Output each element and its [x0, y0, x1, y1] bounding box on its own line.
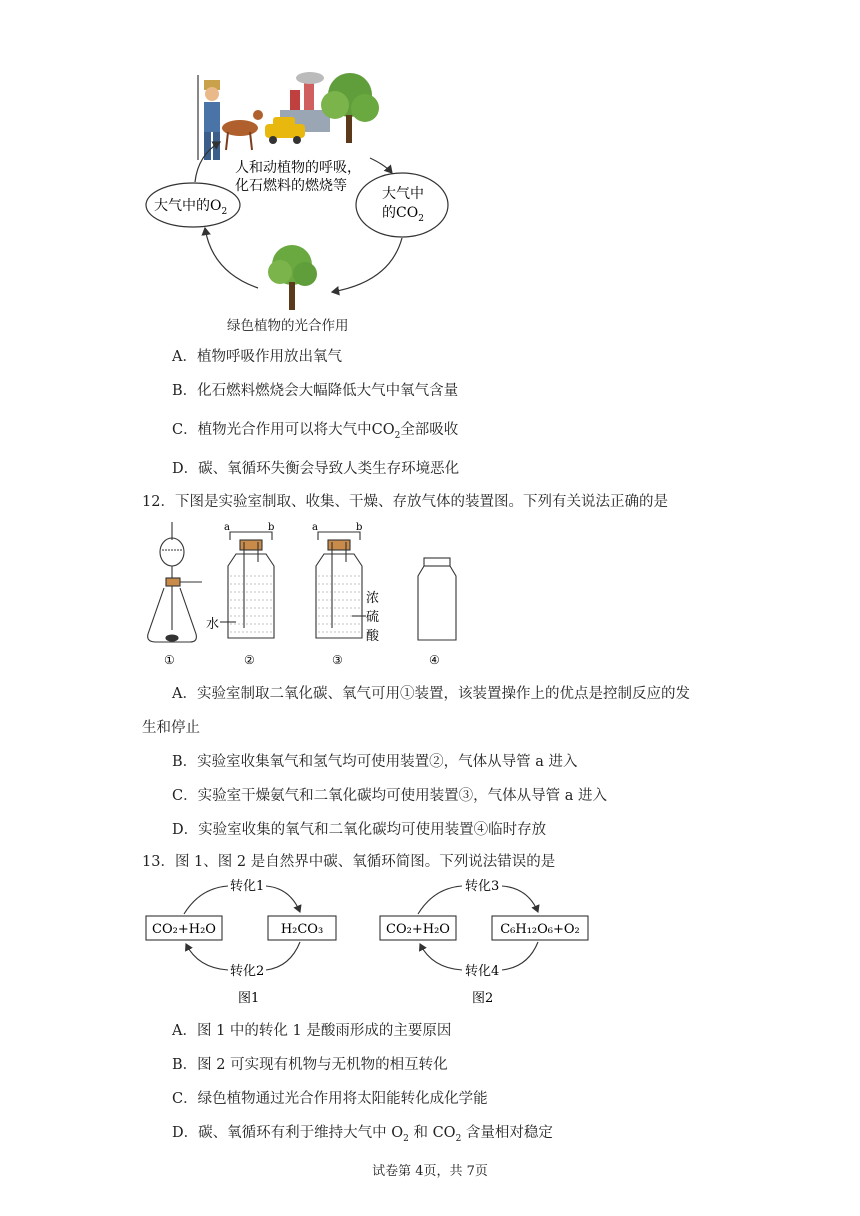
device-2-pipe-a: a	[224, 522, 230, 533]
cycle-bottom-label: 绿色植物的光合作用	[227, 318, 349, 334]
device-3-acid-label-1: 浓	[366, 591, 380, 606]
fig2-top-label: 转化3	[465, 879, 500, 894]
figure-1	[146, 879, 336, 1006]
cycle-top-label-line2: 化石燃料的燃烧等	[235, 178, 347, 194]
o2-label: 大气中的$O_2$	[154, 198, 228, 217]
farmer-illustration	[198, 75, 220, 160]
fig2-right-box-text: C₆H₁₂O₆+O₂	[500, 922, 580, 937]
device-4-label: ④	[429, 653, 440, 667]
fig2-bottom-label: 转化4	[465, 964, 500, 979]
fig1-caption: 图1	[238, 991, 260, 1006]
q13-option-b: B．图 2 可实现有机物与无机物的相互转化	[172, 1057, 448, 1073]
q12-option-a-line2: 生和停止	[142, 720, 200, 736]
cycle-figures	[140, 872, 600, 1012]
device-3-acid-label-2: 硫	[366, 610, 380, 625]
fig1-top-label: 转化1	[230, 879, 265, 894]
device-1-label: ①	[164, 653, 175, 667]
page-footer: 试卷第 4页，共 7页	[372, 1164, 488, 1179]
tree-illustration-top	[321, 73, 379, 143]
device-3-label: ③	[332, 653, 343, 667]
device-3-pipe-a: a	[312, 522, 318, 533]
co2-label-line2: 的$CO_2$	[382, 205, 424, 224]
q11-option-a: A．植物呼吸作用放出氧气	[172, 349, 342, 365]
fig1-arrow-bottom	[186, 944, 228, 970]
q13-stem: 13．图 1、图 2 是自然界中碳、氧循环简图。下列说法错误的是	[142, 854, 556, 870]
fig1-arrow-top	[266, 886, 300, 912]
fig1-left-box-text: CO₂+H₂O	[152, 922, 216, 937]
arrow-co2-to-plant	[332, 238, 402, 292]
q12-option-b: B．实验室收集氧气和氢气均可使用装置②，气体从导管 a 进入	[172, 754, 578, 770]
device-2-label: ②	[244, 653, 255, 667]
co2-label-line1: 大气中	[382, 186, 424, 202]
device-2-bottle	[220, 532, 274, 638]
fig2-arrow-bottom	[420, 944, 462, 970]
q13-option-c: C．绿色植物通过光合作用将太阳能转化成化学能	[172, 1091, 488, 1107]
device-4-jar	[418, 558, 456, 640]
q12-option-d: D．实验室收集的氧气和二氧化碳均可使用装置④临时存放	[172, 822, 547, 838]
q11-option-c: C．植物光合作用可以将大气中$CO_2$全部吸收	[172, 422, 459, 441]
tree-illustration-bottom	[268, 245, 317, 310]
q12-stem: 12．下图是实验室制取、收集、干燥、存放气体的装置图。下列有关说法正确的是	[142, 494, 668, 510]
q11-option-b: B．化石燃料燃烧会大幅降低大气中氧气含量	[172, 383, 459, 399]
fig2-left-box-text: CO₂+H₂O	[386, 922, 450, 937]
device-3-bottle	[316, 532, 366, 638]
fig1-bottom-label: 转化2	[230, 964, 265, 979]
cycle-top-label-line1: 人和动植物的呼吸，	[235, 160, 361, 176]
q12-option-c: C．实验室干燥氨气和二氧化碳均可使用装置③，气体从导管 a 进入	[172, 788, 607, 804]
q13-option-d: D．碳、氧循环有利于维持大气中 $O_2$ 和 $CO_2$ 含量相对稳定	[172, 1125, 553, 1144]
figure-2	[380, 879, 588, 1006]
deer-illustration	[222, 110, 263, 150]
device-2-water-label: 水	[206, 617, 220, 632]
gas-apparatus-diagram	[140, 518, 480, 670]
device-1-flask	[148, 522, 202, 642]
q13-option-a: A．图 1 中的转化 1 是酸雨形成的主要原因	[172, 1023, 452, 1039]
fig1-right-box-text: H₂CO₃	[280, 922, 324, 937]
carbon-oxygen-cycle-diagram	[140, 60, 460, 340]
device-3-pipe-b: b	[356, 522, 363, 533]
arrow-plant-to-o2	[205, 228, 258, 288]
q11-option-d: D．碳、氧循环失衡会导致人类生存环境恶化	[172, 461, 460, 477]
arrow-to-co2	[370, 158, 392, 173]
fig2-arrow-top	[502, 886, 538, 912]
fig2-caption: 图2	[472, 991, 494, 1006]
device-2-pipe-b: b	[268, 522, 275, 533]
device-3-acid-label-3: 酸	[366, 629, 380, 644]
q12-option-a-line1: A．实验室制取二氧化碳、氧气可用①装置，该装置操作上的优点是控制反应的发	[172, 686, 690, 702]
